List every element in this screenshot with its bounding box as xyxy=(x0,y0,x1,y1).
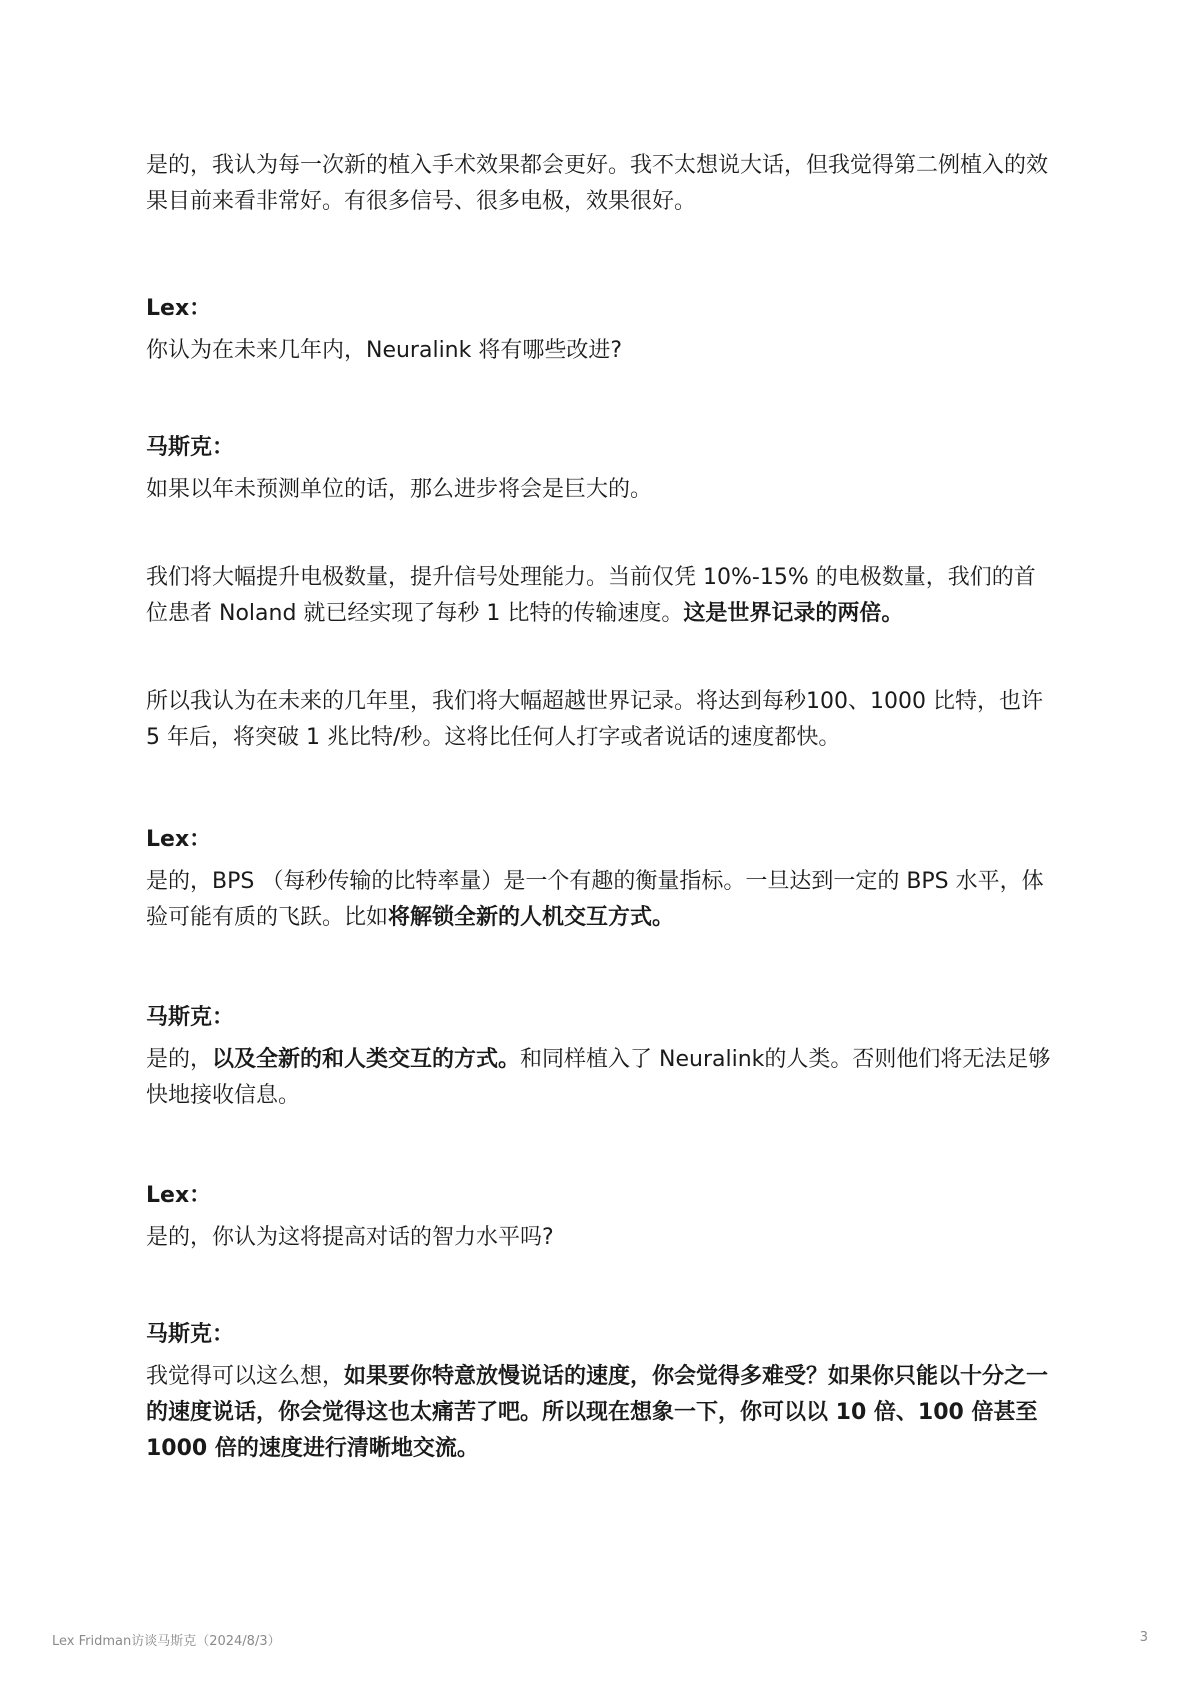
page-number: 3 xyxy=(1139,1630,1148,1645)
text-run: 你认为在未来几年内，Neuralink 将有哪些改进? xyxy=(146,338,623,363)
paragraph xyxy=(146,1220,1056,1256)
text-run-bold: 以及全新的和人类交互的方式。 xyxy=(212,1047,521,1072)
text-run: 我觉得可以这么想， xyxy=(146,1364,345,1389)
speaker-label: Lex： xyxy=(146,827,212,852)
footer-title: Lex Fridman访谈马斯克（2024/8/3） xyxy=(52,1634,281,1649)
text-run: 是的，我认为每一次新的植入手术效果都会更好。我不太想说大话，但我觉得第二例植入的效果目前来看非常好。有很多信号、很多电极，效果很好。 xyxy=(146,153,1049,214)
paragraph xyxy=(146,1359,1056,1467)
speaker-label: 马斯克： xyxy=(146,1005,235,1030)
text-run: 是的， xyxy=(146,1047,213,1072)
paragraph xyxy=(146,560,1056,632)
speaker-label: Lex： xyxy=(146,1183,212,1208)
text-run: 是的，你认为这将提高对话的智力水平吗? xyxy=(146,1225,554,1250)
speaker-label: 马斯克： xyxy=(146,435,235,460)
text-run: 所以我认为在未来的几年里，我们将大幅超越世界记录。将达到每秒100、1000 比特，也许 5 年后，将突破 1 兆比特/秒。这将比任何人打字或者说话的速度都快。 xyxy=(146,689,1043,750)
text-run: 和同样植入了 Neuralink的人类。否则他们将无法足够快地接收信息。 xyxy=(146,1047,1051,1108)
speaker-label: Lex： xyxy=(146,296,212,321)
text-run-bold: 如果要你特意放慢说话的速度，你会觉得多难受？如果你只能以十分之一的速度说话，你会觉得这也太痛苦了吧。所以现在想象一下，你可以以 10 倍、100 倍甚至 1000 倍的速度进行清晰地交流。 xyxy=(146,1364,1049,1461)
paragraph xyxy=(146,333,1056,369)
text-run-bold: 将解锁全新的人机交互方式。 xyxy=(388,905,675,930)
text-run: 是的，BPS （每秒传输的比特率量）是一个有趣的衡量指标。一旦达到一定的 BPS 水平，体验可能有质的飞跃。比如 xyxy=(146,869,1044,930)
paragraph xyxy=(146,864,1056,936)
paragraph xyxy=(146,148,1056,220)
speaker-label: 马斯克： xyxy=(146,1322,235,1347)
paragraph xyxy=(146,1042,1056,1114)
text-run-bold: 这是世界记录的两倍。 xyxy=(683,601,904,626)
paragraph xyxy=(146,472,1056,508)
document-body xyxy=(146,148,1056,1467)
text-run: 如果以年未预测单位的话，那么进步将会是巨大的。 xyxy=(146,477,653,502)
text-run: 我们将大幅提升电极数量，提升信号处理能力。当前仅凭 10%-15% 的电极数量，我们的首位患者 Noland 就已经实现了每秒 1 比特的传输速度。 xyxy=(146,565,1036,626)
paragraph xyxy=(146,684,1056,756)
